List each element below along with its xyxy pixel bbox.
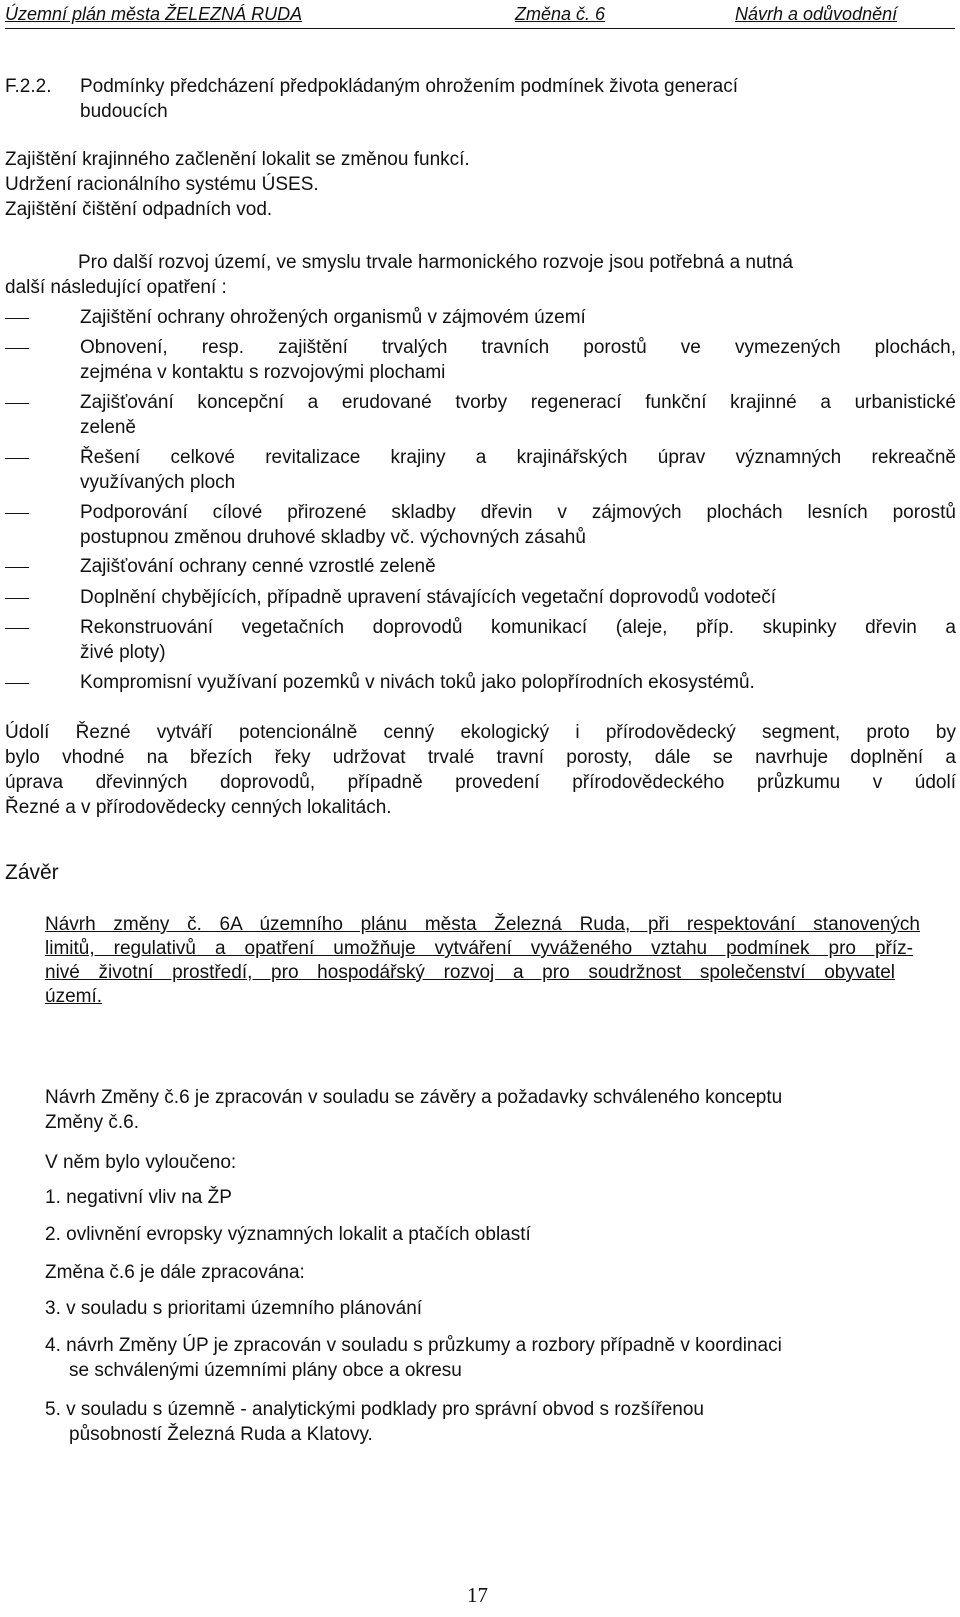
header-document-title: Územní plán města ŽELEZNÁ RUDA (5, 4, 303, 24)
measure-line: Udržení racionálního systému ÚSES. (5, 174, 319, 195)
bullet-text: Doplnění chybějících, případně upravení stávajících vegetační doprovodů vodotečí (80, 587, 777, 608)
numbered-item: 4. návrh Změny ÚP je zpracován v souladu s průzkumy a rozbory případně v koordinaci (45, 1335, 782, 1356)
bullet-text: Rekonstruování vegetačních doprovodů komunikací (aleje, příp. skupinky dřevin a (80, 617, 956, 638)
bullet-text: Podporování cílové přirozené skladby dřevin v zájmových plochách lesních porostů (80, 502, 956, 523)
page-header (5, 4, 955, 29)
paragraph-line: nivé životní prostředí, pro hospodářský rozvoj a pro soudržnost společenství obyvatel (45, 962, 895, 983)
summary-line: Návrh Změny č.6 je zpracován v souladu se závěry a požadavky schváleného konceptu (45, 1087, 783, 1108)
header-part-title: Návrh a odůvodnění (735, 4, 898, 24)
dash-bullet (5, 403, 29, 404)
section-title-line1: Podmínky předcházení předpokládaným ohrožením podmínek života generací (80, 76, 738, 97)
dash-bullet (5, 348, 29, 349)
numbered-item: 5. v souladu s územně - analytickými podklady pro správní obvod s rozšířenou (45, 1399, 704, 1420)
bullet-text: Zajišťování koncepční a erudované tvorby regenerací funkční krajinné a urbanistické (80, 392, 956, 413)
intro-line2: další následující opatření : (5, 277, 227, 298)
bullet-text: Zajištění ochrany ohrožených organismů v zájmovém území (80, 307, 586, 328)
bullet-text-continued: živé ploty) (80, 642, 166, 663)
bullet-text: Řešení celkové revitalizace krajiny a krajinářských úprav významných rekreačně (80, 447, 956, 468)
measure-line: Zajištění čištění odpadních vod. (5, 199, 273, 220)
bullet-text-continued: zejména v kontaktu s rozvojovými plochami (80, 362, 446, 383)
numbered-item-continued: působností Železná Ruda a Klatovy. (69, 1424, 373, 1445)
numbered-item: 2. ovlivnění evropsky významných lokalit a ptačích oblastí (45, 1224, 531, 1245)
dash-bullet (5, 513, 29, 514)
numbered-item: 3. v souladu s prioritami územního plánování (45, 1298, 423, 1319)
numbered-item-continued: se schválenými územními plány obce a okresu (69, 1360, 462, 1381)
excluded-label: V něm bylo vyloučeno: (45, 1152, 237, 1173)
page-number: 17 (467, 1583, 488, 1607)
intro-line1: Pro další rozvoj území, ve smyslu trvale harmonického rozvoje jsou potřebná a nutná (78, 252, 793, 273)
dash-bullet (5, 458, 29, 459)
dash-bullet (5, 683, 29, 684)
section-title-line2: budoucích (80, 101, 168, 122)
paragraph-line: Řezné a v přírodovědecky cenných lokalitách. (5, 797, 392, 818)
paragraph-line: úprava dřevinných doprovodů, případně provedení přírodovědeckého průzkumu v údolí (5, 772, 956, 793)
further-label: Změna č.6 je dále zpracována: (45, 1262, 305, 1283)
section-number: F.2.2. (5, 76, 52, 97)
numbered-item: 1. negativní vliv na ŽP (45, 1187, 232, 1208)
measure-line: Zajištění krajinného začlenění lokalit se změnou funkcí. (5, 149, 470, 170)
header-change-number: Změna č. 6 (515, 4, 606, 24)
dash-bullet (5, 628, 29, 629)
paragraph-line: bylo vhodné na březích řeky udržovat trvalé travní porosty, dále se navrhuje doplnění a (5, 747, 956, 768)
dash-bullet (5, 598, 29, 599)
bullet-text-continued: postupnou změnou druhové skladby vč. výchovných zásahů (80, 527, 586, 548)
paragraph-line: limitů, regulativů a opatření umožňuje vytváření vyváženého vztahu podmínek pro příz- (45, 938, 913, 959)
paragraph-line: Údolí Řezné vytváří potencionálně cenný ekologický i přírodovědecký segment, proto by (5, 722, 956, 743)
dash-bullet (5, 318, 29, 319)
summary-line: Změny č.6. (45, 1112, 139, 1133)
bullet-text-continued: využívaných ploch (80, 472, 236, 493)
bullet-text: Kompromisní využívaní pozemků v nivách toků jako polopřírodních ekosystémů. (80, 672, 755, 693)
dash-bullet (5, 567, 29, 568)
paragraph-line: území. (45, 986, 103, 1007)
bullet-text-continued: zeleně (80, 417, 136, 438)
bullet-text: Zajišťování ochrany cenné vzrostlé zeleně (80, 556, 436, 577)
paragraph-line: Návrh změny č. 6A územního plánu města Železná Ruda, při respektování stanovených (45, 914, 920, 935)
bullet-text: Obnovení, resp. zajištění trvalých travních porostů ve vymezených plochách, (80, 337, 956, 358)
conclusion-heading: Závěr (5, 861, 59, 884)
